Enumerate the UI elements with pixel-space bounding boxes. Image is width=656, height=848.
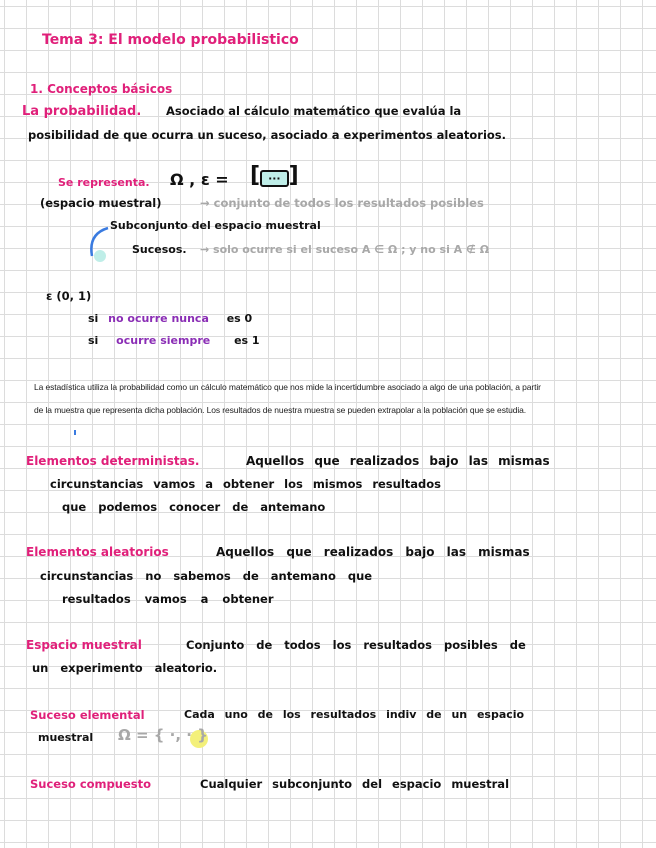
represent-box: ··· <box>260 170 289 187</box>
aleatorios-line-3: resultados vamos a obtener <box>62 592 274 606</box>
si-prefix: si <box>88 312 99 325</box>
sucesos-definition: → solo ocurre si el suceso A ∈ Ω ; y no si A ∉ Ω <box>200 243 490 256</box>
deterministas-line-3: que podemos conocer de antemano <box>62 500 326 514</box>
suceso-compuesto-line-1: Cualquier subconjunto del espacio muestral <box>200 777 510 791</box>
probability-text-2: posibilidad de que ocurra un suceso, asociado a experimentos aleatorios. <box>28 128 507 142</box>
suceso-compuesto-label: Suceso compuesto <box>30 777 151 791</box>
probability-text-1: Asociado al cálculo matemático que evalúa la <box>166 104 462 118</box>
paragraph-line-2: de la muestra que representa dicha población. Los resultados de nuestra muestra se pueden extrapolar a la población que se estudia. <box>34 405 527 415</box>
espacio-definition: → conjunto de todos los resultados posibles <box>200 196 484 210</box>
suceso-elemental-line-2: muestral <box>38 731 94 744</box>
paragraph-line-1: La estadística utiliza la probabilidad como un cálculo matemático que nos mide la incertidumbre asociado a algo de una población, a partir <box>34 382 541 392</box>
value-one: es 1 <box>234 334 260 347</box>
page-title: Tema 3: El modelo probabilistico <box>42 32 299 48</box>
deterministas-label: Elementos deterministas. <box>26 454 200 468</box>
deterministas-line-1: Aquellos que realizados bajo las mismas <box>246 454 550 468</box>
range-text: ε (0, 1) <box>46 289 92 303</box>
suceso-elemental-formula: Ω = { ·, · } <box>118 726 208 744</box>
represent-label: Se representa. <box>58 176 150 189</box>
aleatorios-line-2: circunstancias no sabemos de antemano que <box>40 569 373 583</box>
espacio-muestral-line-2: un experimento aleatorio. <box>32 661 218 675</box>
si-siempre-row <box>88 334 260 347</box>
suceso-elemental-line-1: Cada uno de los resultados indiv de un espacio <box>184 708 525 721</box>
si-nunca-row <box>88 312 252 325</box>
subconjunto-text: Subconjunto del espacio muestral <box>110 219 321 232</box>
value-zero: es 0 <box>226 312 253 325</box>
probability-label: La probabilidad. <box>22 104 142 119</box>
espacio-label: (espacio muestral) <box>40 196 162 210</box>
section-heading: 1. Conceptos básicos <box>30 82 173 96</box>
aleatorios-line-1: Aquellos que realizados bajo las mismas <box>216 545 530 559</box>
ink-dot <box>74 430 76 435</box>
deterministas-line-2: circunstancias vamos a obtener los mismos resultados <box>50 477 441 491</box>
espacio-muestral-line-1: Conjunto de todos los resultados posibles de <box>186 638 526 652</box>
no-ocurre-nunca: no ocurre nunca <box>108 312 209 325</box>
ocurre-siempre: ocurre siempre <box>116 334 211 347</box>
si-prefix: si <box>88 334 99 347</box>
aleatorios-label: Elementos aleatorios <box>26 545 169 559</box>
omega-symbol: Ω , ε = <box>170 170 229 189</box>
suceso-elemental-label: Suceso elemental <box>30 708 145 722</box>
represent-set: [ ··· ] <box>250 163 299 188</box>
espacio-muestral-label: Espacio muestral <box>26 638 142 652</box>
sucesos-label: Sucesos. <box>132 243 187 256</box>
